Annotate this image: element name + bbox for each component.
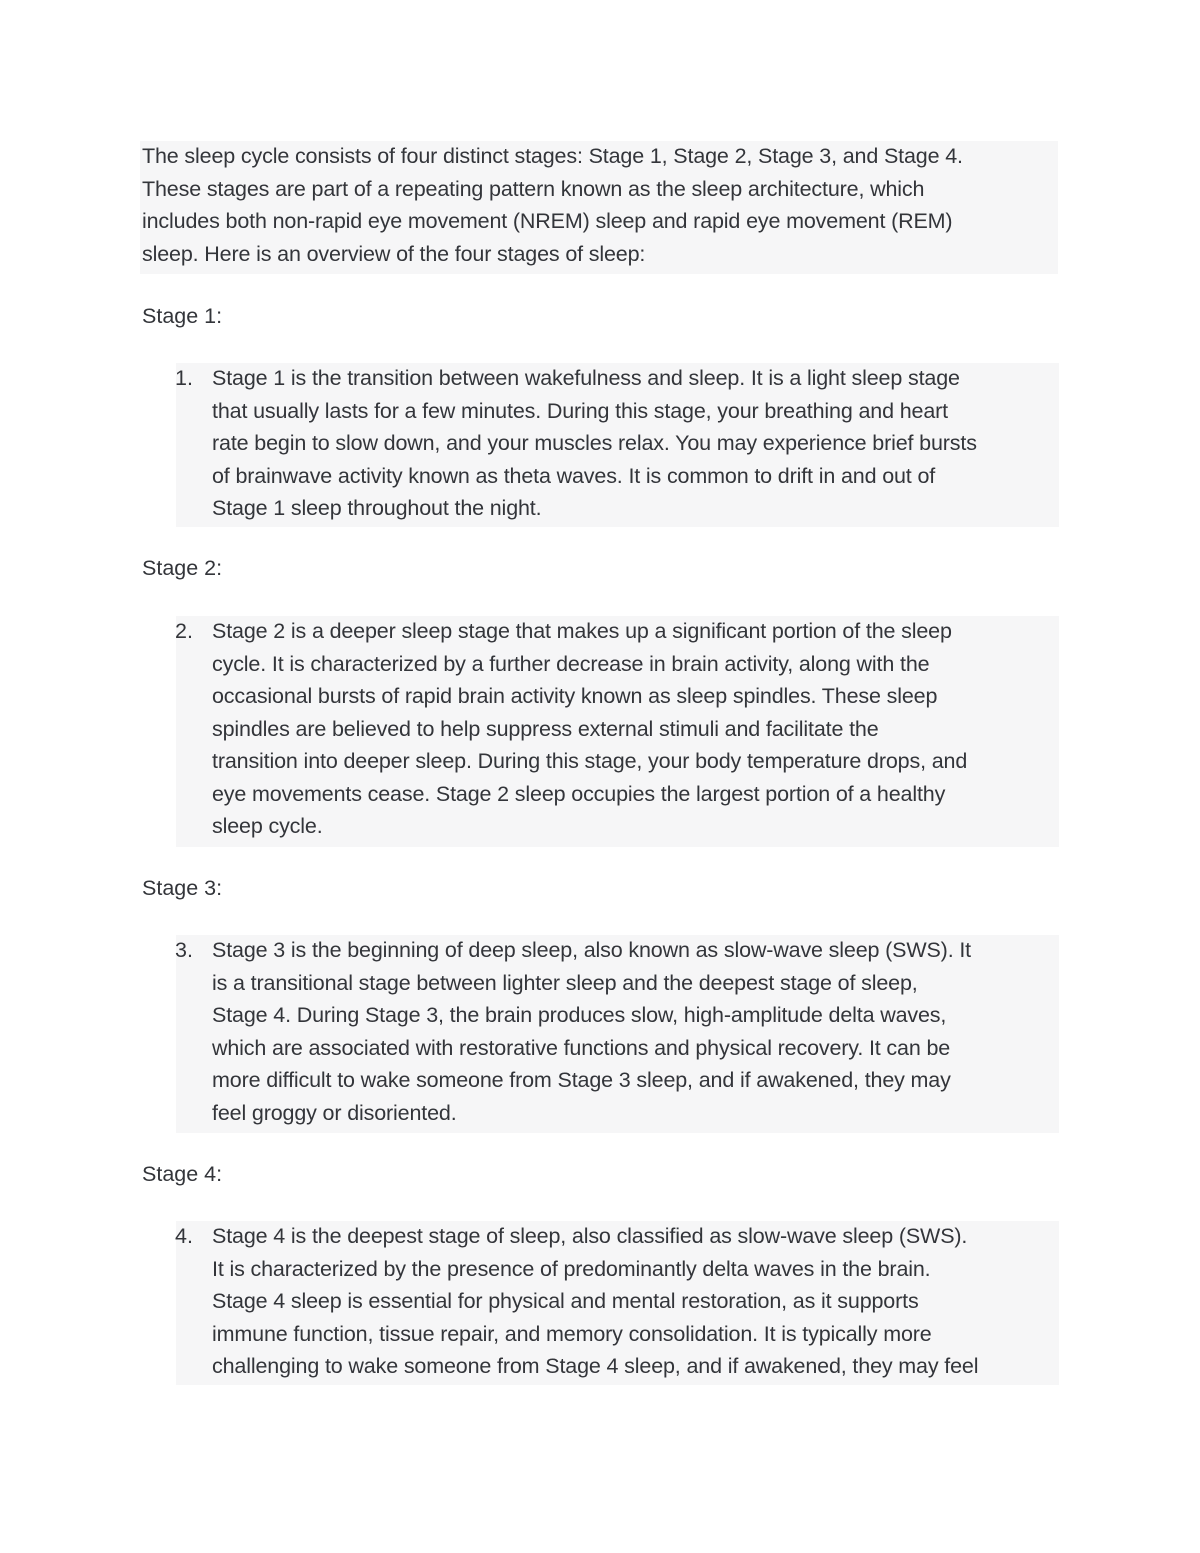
stage-2-line: eye movements cease. Stage 2 sleep occupies the largest portion of a healthy: [212, 781, 946, 806]
stage-3-line: which are associated with restorative functions and physical recovery. It can be: [212, 1035, 951, 1060]
stage-3-line: Stage 3 is the beginning of deep sleep, also known as slow-wave sleep (SWS). It: [212, 938, 971, 962]
stage-2-line: Stage 2 is a deeper sleep stage that makes up a significant portion of the sleep: [212, 619, 952, 643]
stage-1-line: rate begin to slow down, and your muscles relax. You may experience brief bursts: [212, 431, 977, 455]
stage-4-line: It is characterized by the presence of predominantly delta waves in the brain.: [212, 1256, 931, 1281]
intro-line: sleep. Here is an overview of the four stages of sleep:: [142, 241, 646, 266]
stage-2-line: occasional bursts of rapid brain activity known as sleep spindles. These sleep: [212, 684, 938, 708]
stage-3-line: Stage 4. During Stage 3, the brain produces slow, high-amplitude delta waves,: [212, 1003, 947, 1027]
stage-4-line: Stage 4 is the deepest stage of sleep, also classified as slow-wave sleep (SWS).: [212, 1224, 968, 1248]
stage-4-line: challenging to wake someone from Stage 4 sleep, and if awakened, they may feel: [212, 1354, 979, 1378]
stage-1-number: 1.: [175, 366, 193, 390]
intro-line: The sleep cycle consists of four distinct stages: Stage 1, Stage 2, Stage 3, and Stage 4.: [142, 144, 963, 168]
stage-2-line: sleep cycle.: [212, 814, 323, 838]
stage-4-line: Stage 4 sleep is essential for physical and mental restoration, as it supports: [212, 1289, 919, 1313]
stage-4-number: 4.: [175, 1224, 193, 1248]
stage-4-line: immune function, tissue repair, and memory consolidation. It is typically more: [212, 1321, 932, 1346]
stage-2-line: transition into deeper sleep. During this stage, your body temperature drops, and: [212, 749, 968, 773]
stage-3-line: more difficult to wake someone from Stage 3 sleep, and if awakened, they may: [212, 1068, 951, 1092]
stage-2-line: cycle. It is characterized by a further decrease in brain activity, along with the: [212, 651, 930, 676]
intro-line: includes both non-rapid eye movement (NREM) sleep and rapid eye movement (REM): [142, 209, 953, 233]
stage-3-number: 3.: [175, 938, 193, 962]
stage-2-number: 2.: [175, 619, 193, 643]
stage-3-heading: Stage 3:: [142, 876, 223, 900]
stage-1-line: of brainwave activity known as theta waves. It is common to drift in and out of: [212, 463, 936, 488]
stage-3-line: feel groggy or disoriented.: [212, 1100, 457, 1125]
stage-2-line: spindles are believed to help suppress external stimuli and facilitate the: [212, 716, 879, 741]
stage-1-heading: Stage 1:: [142, 304, 223, 328]
stage-2-heading: Stage 2:: [142, 556, 223, 580]
stage-1-line: Stage 1 sleep throughout the night.: [212, 496, 542, 520]
stage-1-line: that usually lasts for a few minutes. During this stage, your breathing and heart: [212, 398, 948, 423]
stage-4-heading: Stage 4:: [142, 1162, 223, 1186]
intro-line: These stages are part of a repeating pattern known as the sleep architecture, which: [142, 176, 925, 201]
stage-3-line: is a transitional stage between lighter sleep and the deepest stage of sleep,: [212, 970, 918, 995]
stage-1-line: Stage 1 is the transition between wakefulness and sleep. It is a light sleep stage: [212, 366, 960, 390]
